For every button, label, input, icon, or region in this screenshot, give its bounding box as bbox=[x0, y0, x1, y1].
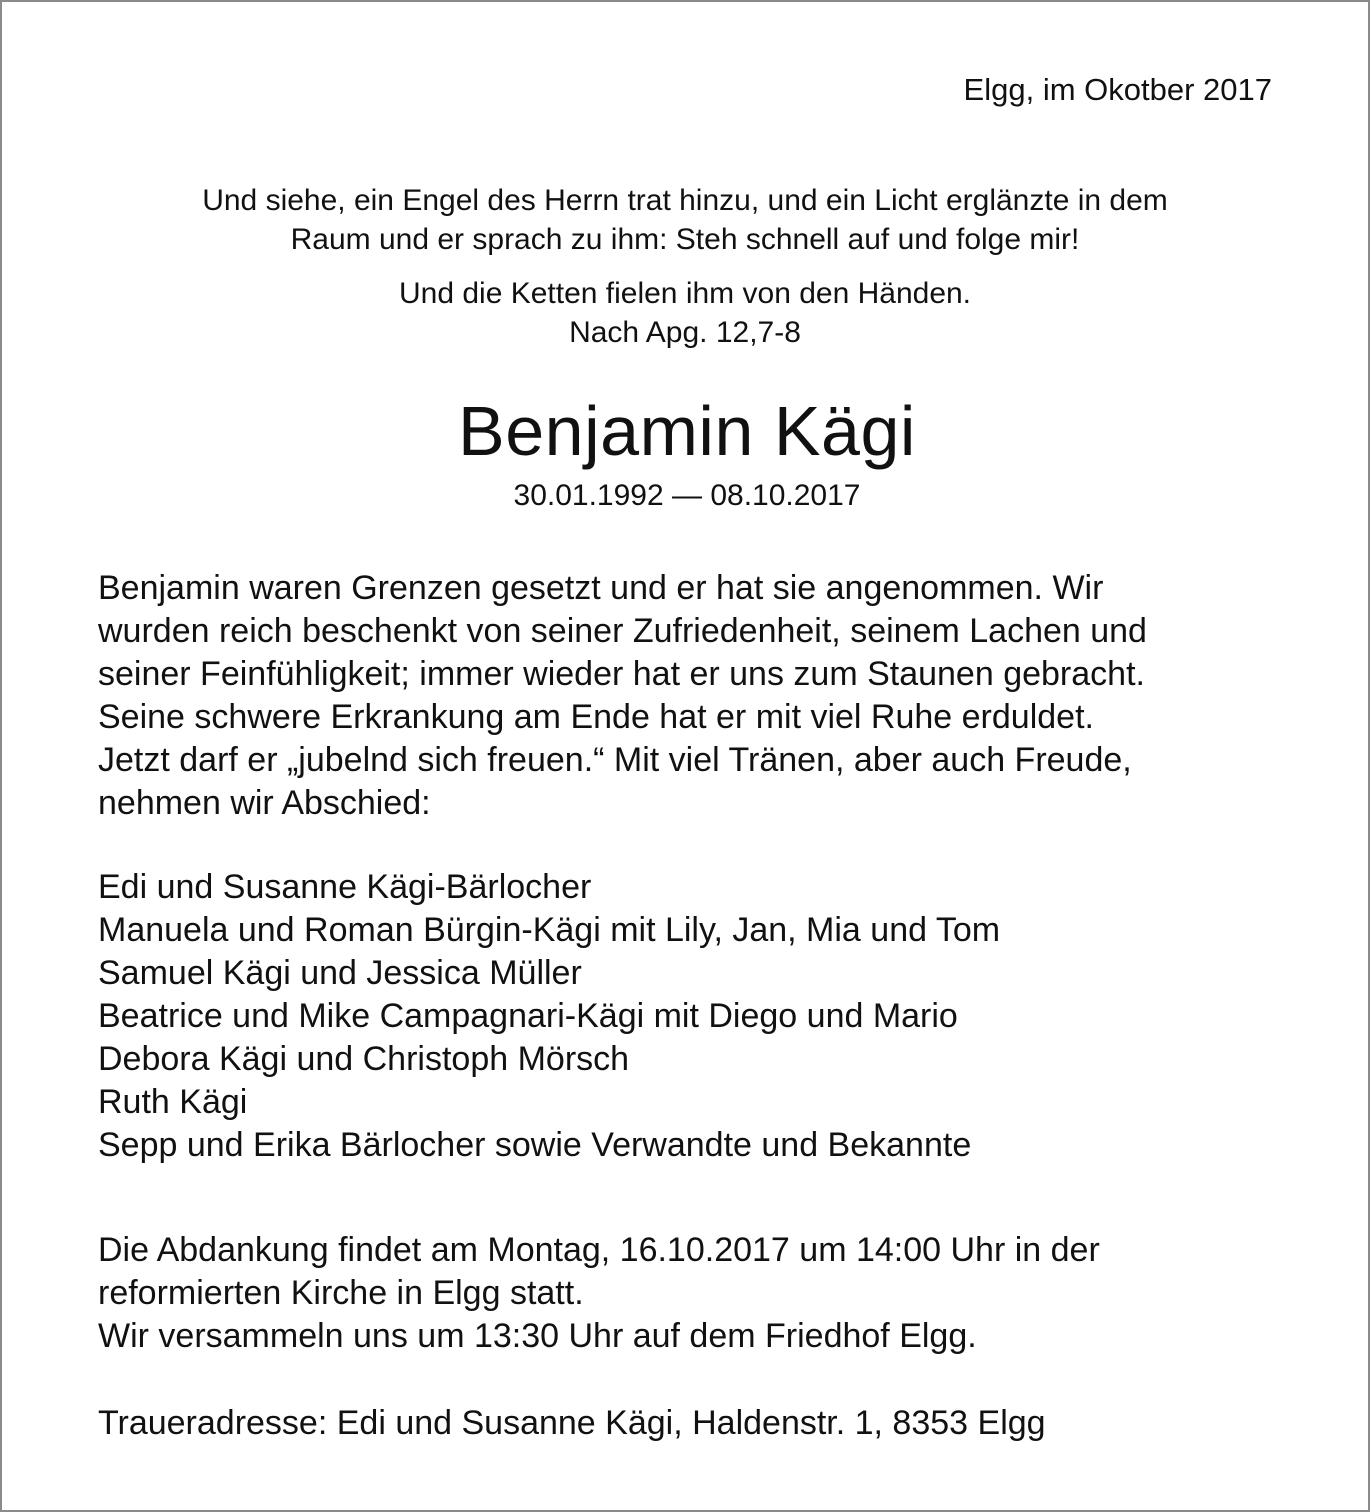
verse-line: Und siehe, ein Engel des Herrn trat hinzu, und ein Licht erglänzte in dem bbox=[202, 184, 1168, 217]
service-line: Wir versammeln uns um 13:30 Uhr auf dem Friedhof Elgg. bbox=[98, 1317, 977, 1355]
verse-line: Raum und er sprach zu ihm: Steh schnell auf und folge mir! bbox=[290, 223, 1080, 256]
mourner-entry: Edi und Susanne Kägi-Bärlocher bbox=[98, 868, 592, 906]
tribute-line: Benjamin waren Grenzen gesetzt und er hat sie angenommen. Wir bbox=[98, 569, 1104, 607]
mourner-entry: Ruth Kägi bbox=[98, 1083, 248, 1121]
service-line: Die Abdankung findet am Montag, 16.10.2017 um 14:00 Uhr in der bbox=[98, 1231, 1100, 1269]
tribute-line: nehmen wir Abschied: bbox=[98, 784, 431, 822]
mourner-entry: Debora Kägi und Christoph Mörsch bbox=[98, 1040, 630, 1078]
mourner-entry: Beatrice und Mike Campagnari-Kägi mit Diego und Mario bbox=[98, 997, 958, 1035]
mourner-entry: Samuel Kägi und Jessica Müller bbox=[98, 954, 582, 992]
verse-line: Und die Ketten fielen ihm von den Händen. bbox=[398, 277, 972, 310]
tribute-line: seiner Feinfühligkeit; immer wieder hat er uns zum Staunen gebracht. bbox=[98, 655, 1145, 693]
mourner-entry: Manuela und Roman Bürgin-Kägi mit Lily, Jan, Mia und Tom bbox=[98, 911, 1001, 949]
place-date: Elgg, im Okotber 2017 bbox=[963, 72, 1272, 107]
bible-verse bbox=[2, 181, 1368, 259]
tribute-line: Jetzt darf er „jubelnd sich freuen.“ Mit viel Tränen, aber auch Freude, bbox=[98, 741, 1132, 779]
tribute-text bbox=[98, 567, 1328, 825]
service-line: reformierten Kirche in Elgg statt. bbox=[98, 1274, 584, 1312]
life-dates: 30.01.1992 — 08.10.2017 bbox=[513, 479, 861, 512]
deceased-name: Benjamin Kägi bbox=[458, 392, 916, 470]
tribute-line: Seine schwere Erkrankung am Ende hat er mit viel Ruhe erduldet. bbox=[98, 698, 1094, 736]
mourners-list bbox=[98, 866, 1328, 1167]
verse-reference: Nach Apg. 12,7-8 bbox=[569, 316, 801, 349]
mourning-address: Traueradresse: Edi und Susanne Kägi, Haldenstr. 1, 8353 Elgg bbox=[98, 1404, 1046, 1442]
mourner-entry: Sepp und Erika Bärlocher sowie Verwandte und Bekannte bbox=[98, 1126, 972, 1164]
bible-verse-continued bbox=[2, 274, 1368, 352]
service-details bbox=[98, 1229, 1328, 1358]
tribute-line: wurden reich beschenkt von seiner Zufriedenheit, seinem Lachen und bbox=[98, 612, 1147, 650]
